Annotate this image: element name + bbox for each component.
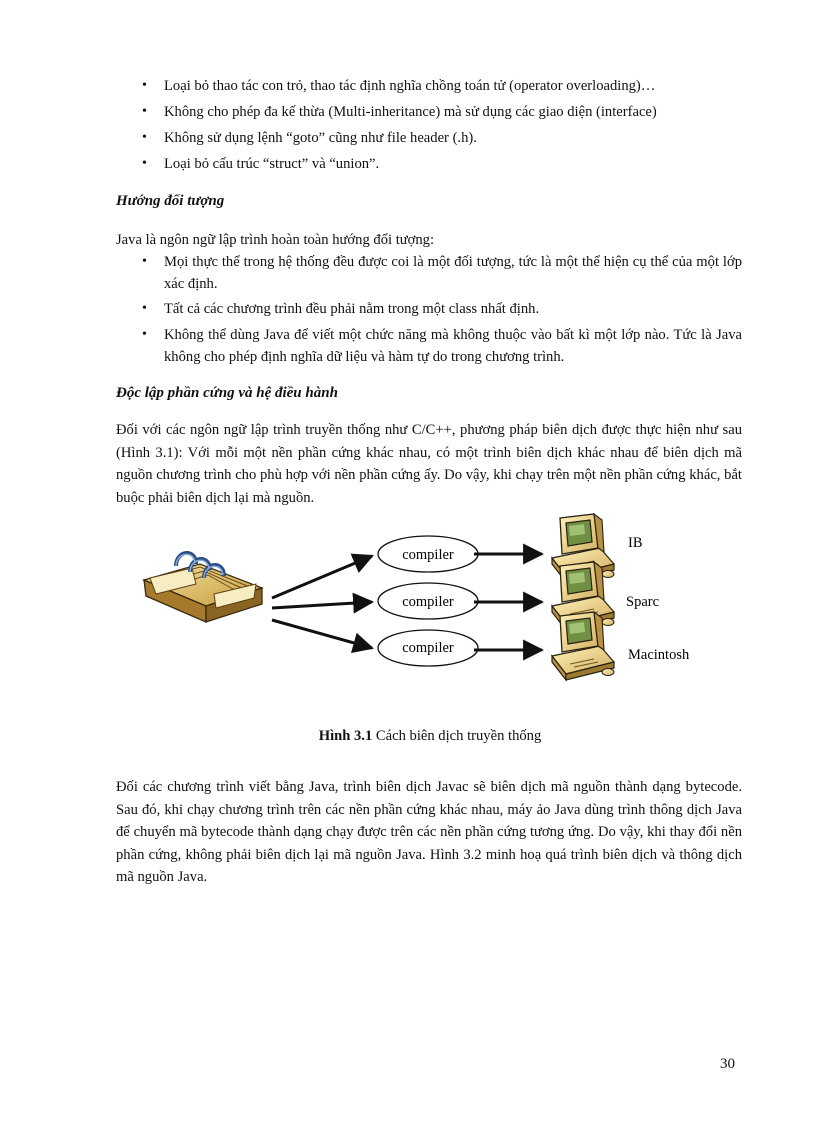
figure-caption-text: Cách biên dịch truyền thống (372, 728, 542, 744)
figure-caption (0, 728, 816, 745)
bullet-item: • Không cho phép đa kế thừa (Multi-inheritance) mà sử dụng các giao diện (interface) (164, 101, 742, 123)
compiler-label: compiler (402, 594, 454, 610)
java-paragraph: Đối các chương trình viết bằng Java, trình biên dịch Javac sẽ biên dịch mã nguồn thành dạng bytecode. Sau đó, khi chạy chương trình trên các nền phần cứng khác nhau, máy ảo Java dùng trình thông dịch Java để chuyển mã bytecode thành dạng chạy được trên các nền phần cứng tương ứng. Do vậy, khi thay đổi nền phần cứng, không phải biên dịch lại mã nguồn Java. Hình 3.2 minh hoạ quá trình biên dịch và thông dịch mã nguồn Java. (116, 779, 742, 885)
page-number: 30 (720, 1056, 735, 1072)
bullet-item: • Loại bỏ cấu trúc “struct” và “union”. (164, 153, 742, 175)
platform-label: Sparc (626, 594, 660, 610)
bullet-item: • Loại bỏ thao tác con trỏ, thao tác định nghĩa chồng toán tử (operator overloading)… (164, 75, 742, 97)
arrow-to-compiler-3 (272, 620, 372, 648)
bullet-item: • Không sử dụng lệnh “goto” cũng như file header (.h). (164, 127, 742, 149)
arrow-to-compiler-2 (272, 602, 372, 608)
compiler-label: compiler (402, 547, 454, 563)
bullet-item: • Mọi thực thể trong hệ thống đều được coi là một đối tượng, tức là một thể hiện cụ thể của một lớp xác định. (164, 251, 742, 295)
bullet-item: • Tất cả các chương trình đều phải nằm trong một class nhất định. (164, 298, 742, 320)
section-heading-oop: Hướng đối tượng (116, 193, 225, 209)
figure-caption-number: Hình 3.1 (318, 728, 373, 744)
section-heading-platform: Độc lập phần cứng và hệ điều hành (116, 385, 338, 401)
platform-paragraph: Đối với các ngôn ngữ lập trình truyền thống như C/C++, phương pháp biên dịch được thực hiện như sau (Hình 3.1): Với mỗi một nền phần cứng khác nhau, có một trình biên dịch khác nhau để biên dịch mã nguồn chương trình cho phù hợp với nền phần cứng ấy. Do vậy, khi chạy trên một nền phần cứng khác, bắt buộc phải biên dịch lại mà nguồn. (116, 422, 742, 506)
bullet-item: • Không thể dùng Java để viết một chức năng mà không thuộc vào bất kì một lớp nào. Tức là Java không cho phép định nghĩa dữ liệu và hàm tự do trong chương trình. (164, 324, 742, 368)
compiler-label: compiler (402, 640, 454, 656)
source-code-book-icon (144, 553, 262, 622)
platform-label: Macintosh (628, 647, 690, 663)
arrow-to-compiler-1 (272, 556, 372, 598)
platform-label: IB (628, 535, 643, 551)
traditional-compile-diagram (0, 510, 816, 720)
oop-intro: Java là ngôn ngữ lập trình hoàn toàn hướng đối tượng: (116, 232, 435, 248)
